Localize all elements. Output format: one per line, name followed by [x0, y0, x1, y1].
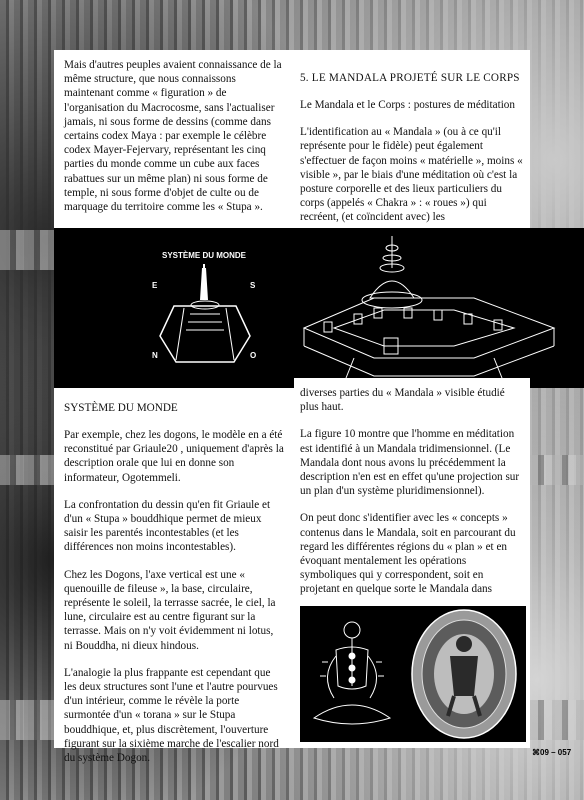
paragraph: On peut donc s'identifier avec les « concepts » contenus dans le Mandala, soit en parcourant du regard les différentes régions du « plan » et en évoquant mentalement les opérations symboliques qui y correspondent, soit en projetant en quelque sorte le Mandala dans [300, 512, 516, 596]
meditating-figure [314, 622, 390, 724]
direction-south: S [250, 281, 256, 290]
paragraph: Mais d'autres peuples avaient connaissance de la même structure, que nous connaissons maintenant comme « figuration » de l'organisation du Macrocosme, sans l'actualiser jamais, ni sous forme de dessins (comme dans certains codex Maya : par exemple le célèbre codex Mayer-Fejervary, représentant les cinq parties du monde comme un cube aux faces rabattues sur un même plan) ni sous forme de temple, ni sous forme d'objet de culte ou de marquage du territoire comme les « Stupa ». [64, 59, 282, 214]
figure-world-system-and-stupa [54, 228, 584, 388]
stupa-illustration [304, 236, 554, 378]
world-system-diagram [152, 251, 256, 362]
direction-west: O [250, 351, 257, 360]
text-column-top-left [54, 50, 294, 228]
subheading: Le Mandala et le Corps : postures de méditation [300, 99, 515, 111]
paragraph: La confrontation du dessin qu'en fit Griaule et d'un « Stupa » bouddhique permet de mieux saisir les parentés incontestables (et les différences non moins incontestables). [64, 498, 271, 554]
section-heading: 5. LE MANDALA PROJETÉ SUR LE CORPS [300, 72, 520, 84]
page-number: ⌘09 – 057 [532, 748, 572, 757]
figure-title: SYSTÈME DU MONDE [162, 251, 247, 260]
direction-north: N [152, 351, 158, 360]
direction-east: E [152, 281, 158, 290]
paragraph: La figure 10 montre que l'homme en méditation est identifié à un Mandala tridimensionnel. (Le Mandala dont nous avons lu précédemment la description n'en est en effet qu'une projection sur un plan d'un système pluridimensionnel). [300, 428, 520, 498]
figure-band [54, 228, 584, 388]
mandala-mandorla [412, 610, 516, 738]
paragraph: Chez les Dogons, l'axe vertical est une « quenouille de fileuse », la base, circulaire, représente le soleil, la terrasse sacrée, le ciel, la lune, circulaire est au centre figurant sur la terrasse. Mais on n'y voit évidemment ni lotus, ni Bouddha, ni dieux hindous. [64, 568, 276, 652]
paragraph: diverses parties du « Mandala » visible étudié plus haut. [300, 387, 505, 414]
section-heading: SYSTÈME DU MONDE [64, 402, 178, 414]
paragraph: Par exemple, chez les dogons, le modèle en a été reconstitué par Griaule20 , uniquement d'après la description orale que lui en donne son informateur, Ogotemmeli. [64, 429, 284, 484]
figure-meditation-mandala [300, 606, 526, 742]
text-column-bottom-left [54, 388, 294, 765]
text-column-top-right [294, 50, 530, 228]
paragraph: L'identification au « Mandala » (ou à ce qu'il représente pour le fidèle) peut également s'effectuer de façon moins « matérielle », moins « visible », par le biais d'une méditation où c'est la posture corporelle et des lieux particuliers du corps (appelés « Chakra » : « roues ») qui recréent, (et coïncident avec) les [300, 126, 523, 224]
meditation-illustration [300, 606, 526, 742]
paragraph: L'analogie la plus frappante est cependant que les deux structures sont l'une et l'autre pourvues d'un intérieur, comme le révèle la porte surmontée d'un « torana » sur le Stupa bouddhique, et, plus discrètement, l'ouverture figurant sur la sixième marche de l'escalier nord du système Dogon. [64, 666, 279, 765]
